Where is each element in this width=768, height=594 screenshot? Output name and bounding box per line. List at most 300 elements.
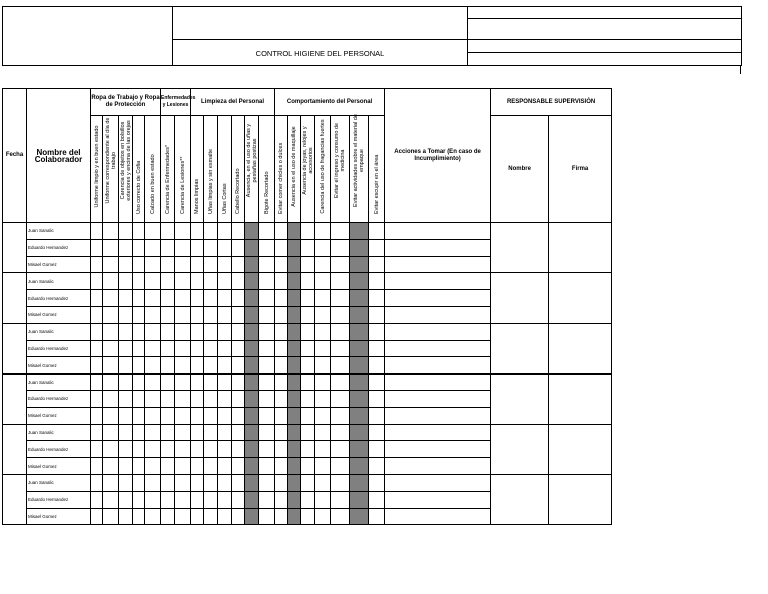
check-cell[interactable]: [288, 357, 301, 374]
check-cell[interactable]: [275, 323, 288, 340]
check-cell[interactable]: [301, 374, 315, 391]
check-cell[interactable]: [133, 491, 145, 508]
acciones-cell[interactable]: [385, 306, 491, 323]
responsable-nombre-cell[interactable]: [491, 223, 549, 273]
check-cell[interactable]: [103, 223, 119, 240]
check-cell[interactable]: [204, 491, 218, 508]
check-cell[interactable]: [191, 340, 204, 357]
check-cell[interactable]: [145, 357, 161, 374]
check-cell[interactable]: [369, 306, 385, 323]
check-cell[interactable]: [288, 340, 301, 357]
check-cell[interactable]: [288, 306, 301, 323]
check-cell[interactable]: [191, 306, 204, 323]
check-cell[interactable]: [232, 323, 245, 340]
acciones-cell[interactable]: [385, 508, 491, 525]
check-cell[interactable]: [103, 407, 119, 424]
check-cell[interactable]: [191, 424, 204, 441]
check-cell[interactable]: [245, 340, 259, 357]
check-cell[interactable]: [161, 390, 175, 407]
check-cell[interactable]: [288, 491, 301, 508]
check-cell[interactable]: [331, 357, 350, 374]
check-cell[interactable]: [91, 491, 103, 508]
check-cell[interactable]: [331, 306, 350, 323]
check-cell[interactable]: [350, 424, 369, 441]
check-cell[interactable]: [259, 474, 275, 491]
check-cell[interactable]: [133, 290, 145, 307]
check-cell[interactable]: [232, 239, 245, 256]
check-cell[interactable]: [288, 290, 301, 307]
check-cell[interactable]: [350, 323, 369, 340]
check-cell[interactable]: [331, 323, 350, 340]
check-cell[interactable]: [232, 306, 245, 323]
check-cell[interactable]: [133, 458, 145, 475]
check-cell[interactable]: [369, 357, 385, 374]
check-cell[interactable]: [259, 306, 275, 323]
check-cell[interactable]: [103, 323, 119, 340]
check-cell[interactable]: [175, 273, 191, 290]
check-cell[interactable]: [350, 458, 369, 475]
check-cell[interactable]: [218, 390, 232, 407]
check-cell[interactable]: [103, 508, 119, 525]
check-cell[interactable]: [175, 357, 191, 374]
check-cell[interactable]: [218, 458, 232, 475]
check-cell[interactable]: [175, 256, 191, 273]
check-cell[interactable]: [91, 374, 103, 391]
check-cell[interactable]: [119, 357, 133, 374]
check-cell[interactable]: [259, 290, 275, 307]
check-cell[interactable]: [103, 340, 119, 357]
check-cell[interactable]: [369, 390, 385, 407]
acciones-cell[interactable]: [385, 256, 491, 273]
check-cell[interactable]: [315, 290, 331, 307]
check-cell[interactable]: [161, 273, 175, 290]
check-cell[interactable]: [218, 508, 232, 525]
responsable-nombre-cell[interactable]: [491, 474, 549, 524]
check-cell[interactable]: [133, 273, 145, 290]
check-cell[interactable]: [350, 374, 369, 391]
check-cell[interactable]: [119, 256, 133, 273]
check-cell[interactable]: [331, 256, 350, 273]
check-cell[interactable]: [103, 273, 119, 290]
check-cell[interactable]: [245, 407, 259, 424]
check-cell[interactable]: [369, 273, 385, 290]
check-cell[interactable]: [315, 306, 331, 323]
check-cell[interactable]: [331, 239, 350, 256]
check-cell[interactable]: [204, 323, 218, 340]
check-cell[interactable]: [218, 340, 232, 357]
responsable-nombre-cell[interactable]: [491, 273, 549, 323]
check-cell[interactable]: [301, 390, 315, 407]
check-cell[interactable]: [191, 323, 204, 340]
check-cell[interactable]: [245, 273, 259, 290]
check-cell[interactable]: [204, 441, 218, 458]
check-cell[interactable]: [232, 223, 245, 240]
check-cell[interactable]: [133, 306, 145, 323]
check-cell[interactable]: [232, 441, 245, 458]
check-cell[interactable]: [119, 306, 133, 323]
check-cell[interactable]: [103, 491, 119, 508]
check-cell[interactable]: [218, 491, 232, 508]
acciones-cell[interactable]: [385, 273, 491, 290]
check-cell[interactable]: [301, 458, 315, 475]
check-cell[interactable]: [133, 256, 145, 273]
check-cell[interactable]: [204, 256, 218, 273]
check-cell[interactable]: [175, 458, 191, 475]
check-cell[interactable]: [119, 458, 133, 475]
check-cell[interactable]: [350, 239, 369, 256]
check-cell[interactable]: [145, 223, 161, 240]
check-cell[interactable]: [350, 441, 369, 458]
check-cell[interactable]: [275, 407, 288, 424]
check-cell[interactable]: [191, 458, 204, 475]
check-cell[interactable]: [103, 458, 119, 475]
check-cell[interactable]: [175, 474, 191, 491]
check-cell[interactable]: [133, 340, 145, 357]
check-cell[interactable]: [301, 441, 315, 458]
check-cell[interactable]: [191, 474, 204, 491]
check-cell[interactable]: [119, 340, 133, 357]
check-cell[interactable]: [191, 390, 204, 407]
check-cell[interactable]: [245, 458, 259, 475]
check-cell[interactable]: [145, 374, 161, 391]
check-cell[interactable]: [301, 340, 315, 357]
check-cell[interactable]: [119, 508, 133, 525]
check-cell[interactable]: [161, 357, 175, 374]
check-cell[interactable]: [119, 474, 133, 491]
check-cell[interactable]: [161, 323, 175, 340]
check-cell[interactable]: [350, 256, 369, 273]
check-cell[interactable]: [145, 256, 161, 273]
check-cell[interactable]: [91, 424, 103, 441]
check-cell[interactable]: [119, 290, 133, 307]
check-cell[interactable]: [369, 458, 385, 475]
responsable-nombre-cell[interactable]: [491, 323, 549, 373]
check-cell[interactable]: [369, 441, 385, 458]
check-cell[interactable]: [204, 239, 218, 256]
check-cell[interactable]: [218, 323, 232, 340]
responsable-nombre-cell[interactable]: [491, 424, 549, 474]
check-cell[interactable]: [259, 323, 275, 340]
check-cell[interactable]: [161, 223, 175, 240]
check-cell[interactable]: [259, 357, 275, 374]
check-cell[interactable]: [175, 340, 191, 357]
check-cell[interactable]: [161, 424, 175, 441]
check-cell[interactable]: [91, 306, 103, 323]
check-cell[interactable]: [204, 458, 218, 475]
check-cell[interactable]: [245, 357, 259, 374]
check-cell[interactable]: [161, 474, 175, 491]
check-cell[interactable]: [103, 306, 119, 323]
check-cell[interactable]: [218, 306, 232, 323]
check-cell[interactable]: [232, 407, 245, 424]
check-cell[interactable]: [103, 357, 119, 374]
check-cell[interactable]: [204, 508, 218, 525]
check-cell[interactable]: [259, 508, 275, 525]
check-cell[interactable]: [331, 441, 350, 458]
check-cell[interactable]: [245, 239, 259, 256]
check-cell[interactable]: [369, 424, 385, 441]
acciones-cell[interactable]: [385, 323, 491, 340]
check-cell[interactable]: [369, 223, 385, 240]
fecha-cell[interactable]: [3, 223, 27, 273]
check-cell[interactable]: [161, 508, 175, 525]
check-cell[interactable]: [232, 491, 245, 508]
check-cell[interactable]: [275, 223, 288, 240]
check-cell[interactable]: [288, 441, 301, 458]
check-cell[interactable]: [301, 239, 315, 256]
check-cell[interactable]: [145, 407, 161, 424]
check-cell[interactable]: [245, 323, 259, 340]
check-cell[interactable]: [91, 407, 103, 424]
responsable-firma-cell[interactable]: [549, 374, 612, 424]
check-cell[interactable]: [288, 239, 301, 256]
check-cell[interactable]: [315, 508, 331, 525]
check-cell[interactable]: [204, 407, 218, 424]
acciones-cell[interactable]: [385, 239, 491, 256]
check-cell[interactable]: [191, 508, 204, 525]
check-cell[interactable]: [175, 424, 191, 441]
check-cell[interactable]: [288, 458, 301, 475]
responsable-nombre-cell[interactable]: [491, 374, 549, 424]
check-cell[interactable]: [232, 474, 245, 491]
check-cell[interactable]: [315, 273, 331, 290]
check-cell[interactable]: [175, 306, 191, 323]
check-cell[interactable]: [288, 424, 301, 441]
acciones-cell[interactable]: [385, 491, 491, 508]
check-cell[interactable]: [275, 256, 288, 273]
check-cell[interactable]: [369, 290, 385, 307]
check-cell[interactable]: [350, 306, 369, 323]
check-cell[interactable]: [331, 223, 350, 240]
check-cell[interactable]: [191, 357, 204, 374]
check-cell[interactable]: [275, 491, 288, 508]
check-cell[interactable]: [218, 407, 232, 424]
check-cell[interactable]: [245, 390, 259, 407]
check-cell[interactable]: [315, 407, 331, 424]
check-cell[interactable]: [218, 223, 232, 240]
check-cell[interactable]: [103, 239, 119, 256]
check-cell[interactable]: [259, 441, 275, 458]
check-cell[interactable]: [145, 458, 161, 475]
check-cell[interactable]: [369, 407, 385, 424]
check-cell[interactable]: [331, 407, 350, 424]
check-cell[interactable]: [191, 256, 204, 273]
check-cell[interactable]: [259, 256, 275, 273]
check-cell[interactable]: [218, 424, 232, 441]
responsable-firma-cell[interactable]: [549, 273, 612, 323]
check-cell[interactable]: [315, 491, 331, 508]
check-cell[interactable]: [145, 290, 161, 307]
check-cell[interactable]: [204, 290, 218, 307]
check-cell[interactable]: [204, 340, 218, 357]
check-cell[interactable]: [275, 424, 288, 441]
check-cell[interactable]: [204, 223, 218, 240]
check-cell[interactable]: [301, 323, 315, 340]
check-cell[interactable]: [245, 508, 259, 525]
check-cell[interactable]: [103, 390, 119, 407]
check-cell[interactable]: [133, 239, 145, 256]
check-cell[interactable]: [315, 390, 331, 407]
check-cell[interactable]: [204, 357, 218, 374]
check-cell[interactable]: [369, 340, 385, 357]
check-cell[interactable]: [145, 340, 161, 357]
check-cell[interactable]: [145, 474, 161, 491]
check-cell[interactable]: [161, 458, 175, 475]
check-cell[interactable]: [331, 491, 350, 508]
check-cell[interactable]: [275, 374, 288, 391]
check-cell[interactable]: [191, 223, 204, 240]
check-cell[interactable]: [191, 273, 204, 290]
check-cell[interactable]: [175, 239, 191, 256]
check-cell[interactable]: [232, 508, 245, 525]
acciones-cell[interactable]: [385, 407, 491, 424]
check-cell[interactable]: [315, 323, 331, 340]
check-cell[interactable]: [175, 491, 191, 508]
check-cell[interactable]: [119, 424, 133, 441]
check-cell[interactable]: [275, 458, 288, 475]
check-cell[interactable]: [204, 306, 218, 323]
check-cell[interactable]: [350, 390, 369, 407]
check-cell[interactable]: [218, 441, 232, 458]
check-cell[interactable]: [119, 407, 133, 424]
check-cell[interactable]: [218, 474, 232, 491]
check-cell[interactable]: [161, 441, 175, 458]
check-cell[interactable]: [103, 424, 119, 441]
check-cell[interactable]: [232, 424, 245, 441]
check-cell[interactable]: [259, 340, 275, 357]
check-cell[interactable]: [119, 323, 133, 340]
check-cell[interactable]: [301, 223, 315, 240]
check-cell[interactable]: [133, 508, 145, 525]
check-cell[interactable]: [91, 340, 103, 357]
check-cell[interactable]: [350, 357, 369, 374]
check-cell[interactable]: [145, 424, 161, 441]
check-cell[interactable]: [133, 390, 145, 407]
check-cell[interactable]: [369, 323, 385, 340]
check-cell[interactable]: [145, 239, 161, 256]
acciones-cell[interactable]: [385, 357, 491, 374]
check-cell[interactable]: [103, 290, 119, 307]
check-cell[interactable]: [350, 508, 369, 525]
check-cell[interactable]: [103, 374, 119, 391]
check-cell[interactable]: [103, 441, 119, 458]
check-cell[interactable]: [369, 474, 385, 491]
check-cell[interactable]: [119, 390, 133, 407]
check-cell[interactable]: [275, 239, 288, 256]
check-cell[interactable]: [259, 239, 275, 256]
check-cell[interactable]: [91, 390, 103, 407]
check-cell[interactable]: [232, 256, 245, 273]
check-cell[interactable]: [133, 357, 145, 374]
check-cell[interactable]: [259, 491, 275, 508]
check-cell[interactable]: [350, 273, 369, 290]
check-cell[interactable]: [315, 374, 331, 391]
check-cell[interactable]: [301, 474, 315, 491]
check-cell[interactable]: [133, 374, 145, 391]
check-cell[interactable]: [301, 306, 315, 323]
fecha-cell[interactable]: [3, 323, 27, 373]
check-cell[interactable]: [369, 256, 385, 273]
check-cell[interactable]: [245, 256, 259, 273]
check-cell[interactable]: [331, 340, 350, 357]
check-cell[interactable]: [218, 374, 232, 391]
check-cell[interactable]: [161, 374, 175, 391]
check-cell[interactable]: [301, 290, 315, 307]
check-cell[interactable]: [259, 407, 275, 424]
check-cell[interactable]: [275, 390, 288, 407]
check-cell[interactable]: [91, 508, 103, 525]
check-cell[interactable]: [91, 239, 103, 256]
fecha-cell[interactable]: [3, 474, 27, 524]
check-cell[interactable]: [161, 256, 175, 273]
check-cell[interactable]: [218, 357, 232, 374]
check-cell[interactable]: [91, 223, 103, 240]
acciones-cell[interactable]: [385, 390, 491, 407]
check-cell[interactable]: [91, 441, 103, 458]
check-cell[interactable]: [91, 256, 103, 273]
check-cell[interactable]: [232, 357, 245, 374]
check-cell[interactable]: [350, 223, 369, 240]
check-cell[interactable]: [103, 474, 119, 491]
check-cell[interactable]: [161, 306, 175, 323]
check-cell[interactable]: [245, 290, 259, 307]
check-cell[interactable]: [245, 374, 259, 391]
check-cell[interactable]: [369, 374, 385, 391]
check-cell[interactable]: [288, 273, 301, 290]
check-cell[interactable]: [218, 273, 232, 290]
check-cell[interactable]: [204, 273, 218, 290]
check-cell[interactable]: [133, 424, 145, 441]
check-cell[interactable]: [145, 306, 161, 323]
check-cell[interactable]: [191, 491, 204, 508]
check-cell[interactable]: [191, 407, 204, 424]
check-cell[interactable]: [259, 424, 275, 441]
check-cell[interactable]: [288, 407, 301, 424]
check-cell[interactable]: [218, 256, 232, 273]
check-cell[interactable]: [275, 441, 288, 458]
check-cell[interactable]: [145, 390, 161, 407]
check-cell[interactable]: [133, 407, 145, 424]
check-cell[interactable]: [103, 256, 119, 273]
check-cell[interactable]: [145, 323, 161, 340]
check-cell[interactable]: [91, 357, 103, 374]
acciones-cell[interactable]: [385, 474, 491, 491]
check-cell[interactable]: [191, 374, 204, 391]
check-cell[interactable]: [288, 374, 301, 391]
check-cell[interactable]: [259, 390, 275, 407]
check-cell[interactable]: [259, 374, 275, 391]
check-cell[interactable]: [369, 491, 385, 508]
check-cell[interactable]: [175, 441, 191, 458]
check-cell[interactable]: [133, 223, 145, 240]
check-cell[interactable]: [301, 407, 315, 424]
check-cell[interactable]: [288, 323, 301, 340]
check-cell[interactable]: [218, 239, 232, 256]
check-cell[interactable]: [331, 390, 350, 407]
check-cell[interactable]: [288, 474, 301, 491]
check-cell[interactable]: [145, 491, 161, 508]
check-cell[interactable]: [301, 273, 315, 290]
fecha-cell[interactable]: [3, 273, 27, 323]
check-cell[interactable]: [204, 474, 218, 491]
check-cell[interactable]: [350, 340, 369, 357]
check-cell[interactable]: [232, 390, 245, 407]
check-cell[interactable]: [175, 374, 191, 391]
check-cell[interactable]: [288, 256, 301, 273]
check-cell[interactable]: [331, 508, 350, 525]
check-cell[interactable]: [145, 273, 161, 290]
check-cell[interactable]: [301, 491, 315, 508]
